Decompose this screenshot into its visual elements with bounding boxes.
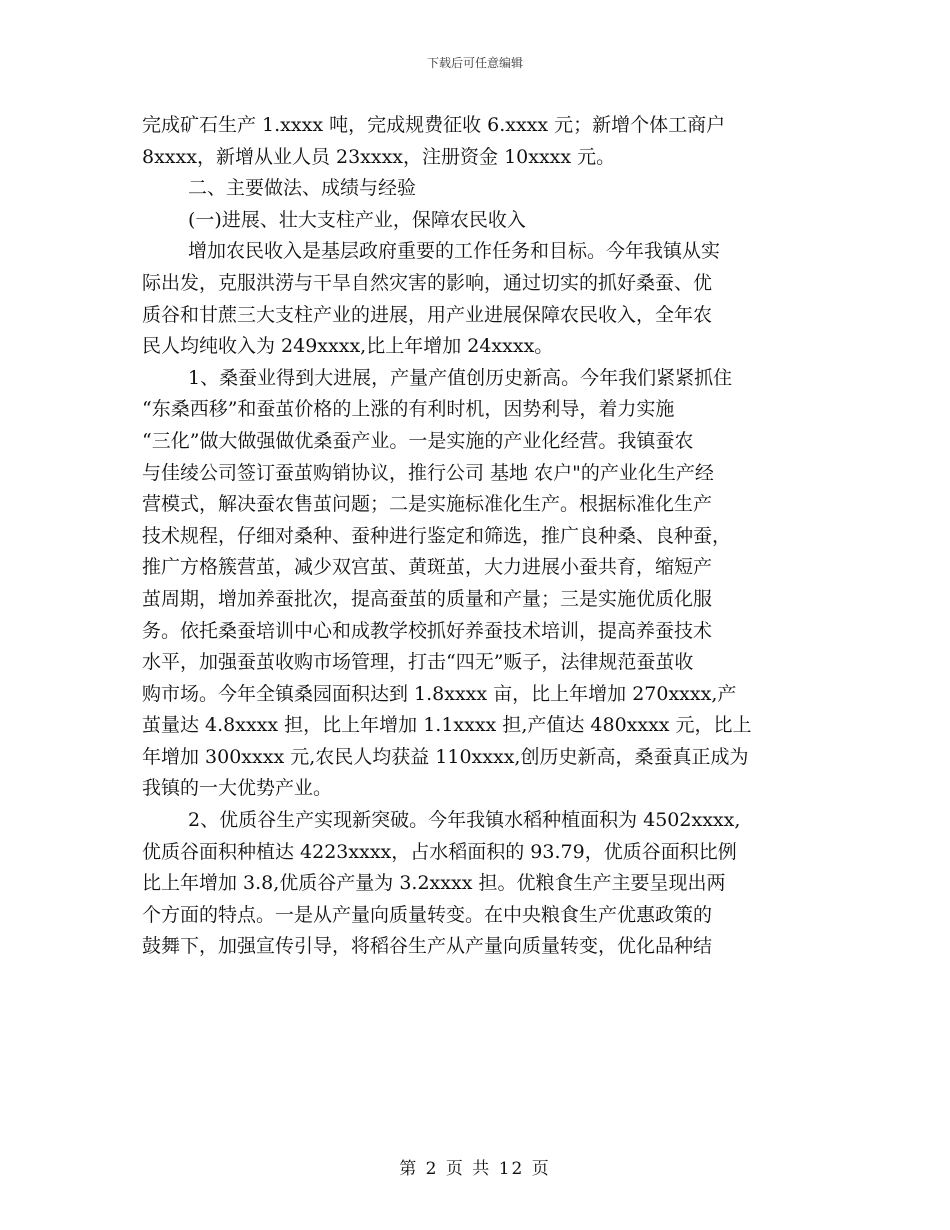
- body-line: 我镇的一大优势产业。: [142, 777, 333, 800]
- body-line: 技术规程，仔细对桑种、蚕种进行鉴定和筛选，推广良种桑、良种蚕，: [142, 524, 732, 547]
- body-line: 民人均纯收入为 249xxxx,比上年增加 24xxxx。: [142, 335, 554, 358]
- paragraph-start: 2、优质谷生产实现新突破。今年我镇水稻种植面积为 4502xxxx,: [188, 809, 741, 832]
- section-heading: 二、主要做法、成绩与经验: [188, 177, 417, 200]
- body-line: 年增加 300xxxx 元,农民人均获益 110xxxx,创历史新高，桑蚕真正成为: [142, 745, 749, 768]
- subsection-heading: (一)进展、壮大支柱产业，保障农民收入: [188, 208, 526, 231]
- body-line: 务。依托桑蚕培训中心和成教学校抓好养蚕技术培训，提高养蚕技术: [142, 619, 713, 642]
- body-line: 水平，加强蚕茧收购市场管理，打击“四无”贩子，法律规范蚕茧收: [142, 651, 694, 674]
- body-line: 营模式，解决蚕农售茧问题；二是实施标准化生产。根据标准化生产: [142, 493, 713, 516]
- body-line: “三化”做大做强做优桑蚕产业。一是实施的产业化经营。我镇蚕农: [142, 429, 694, 452]
- document-body: [142, 110, 808, 963]
- body-line: 完成矿石生产 1.xxxx 吨，完成规费征收 6.xxxx 元；新增个体工商户: [142, 114, 726, 136]
- body-line: 比上年增加 3.8,优质谷产量为 3.2xxxx 担。优粮食生产主要呈现出两: [142, 872, 726, 895]
- paragraph-start: 1、桑蚕业得到大进展，产量产值创历史新高。今年我们紧紧抓住: [188, 366, 733, 389]
- body-line: 与佳绫公司签订蚕茧购销协议，推行公司 基地 农户"的产业化生产经: [142, 461, 714, 484]
- body-line: 鼓舞下，加强宣传引导，将稻谷生产从产量向质量转变，优化品种结: [142, 935, 713, 958]
- body-line: 个方面的特点。一是从产量向质量转变。在中央粮食生产优惠政策的: [142, 903, 713, 926]
- body-line: 8xxxx，新增从业人员 23xxxx，注册资金 10xxxx 元。: [142, 145, 616, 168]
- page-header-note: 下载后可任意编辑: [426, 56, 523, 70]
- body-line: 推广方格簇营茧，减少双宫茧、黄斑茧，大力进展小蚕共育，缩短产: [142, 556, 713, 579]
- page-number: 第 2 页 共 12 页: [399, 1159, 551, 1179]
- body-line: 质谷和甘蔗三大支柱产业的进展，用产业进展保障农民收入，全年农: [142, 303, 713, 326]
- body-line: 茧周期，增加养蚕批次，提高蚕茧的质量和产量；三是实施优质化服: [142, 587, 713, 610]
- body-line: 际出发，克服洪涝与干旱自然灾害的影响，通过切实的抓好桑蚕、优: [142, 271, 713, 294]
- paragraph-start: 增加农民收入是基层政府重要的工作任务和目标。今年我镇从实: [188, 240, 721, 263]
- body-line: 茧量达 4.8xxxx 担，比上年增加 1.1xxxx 担,产值达 480xxxx 元，比上: [142, 714, 752, 737]
- body-line: “东桑西移”和蚕茧价格的上涨的有利时机，因势利导，着力实施: [142, 398, 675, 421]
- body-line: 购市场。今年全镇桑园面积达到 1.8xxxx 亩，比上年增加 270xxxx,产: [142, 682, 737, 705]
- body-line: 优质谷面积种植达 4223xxxx，占水稻面积的 93.79，优质谷面积比例: [142, 840, 737, 863]
